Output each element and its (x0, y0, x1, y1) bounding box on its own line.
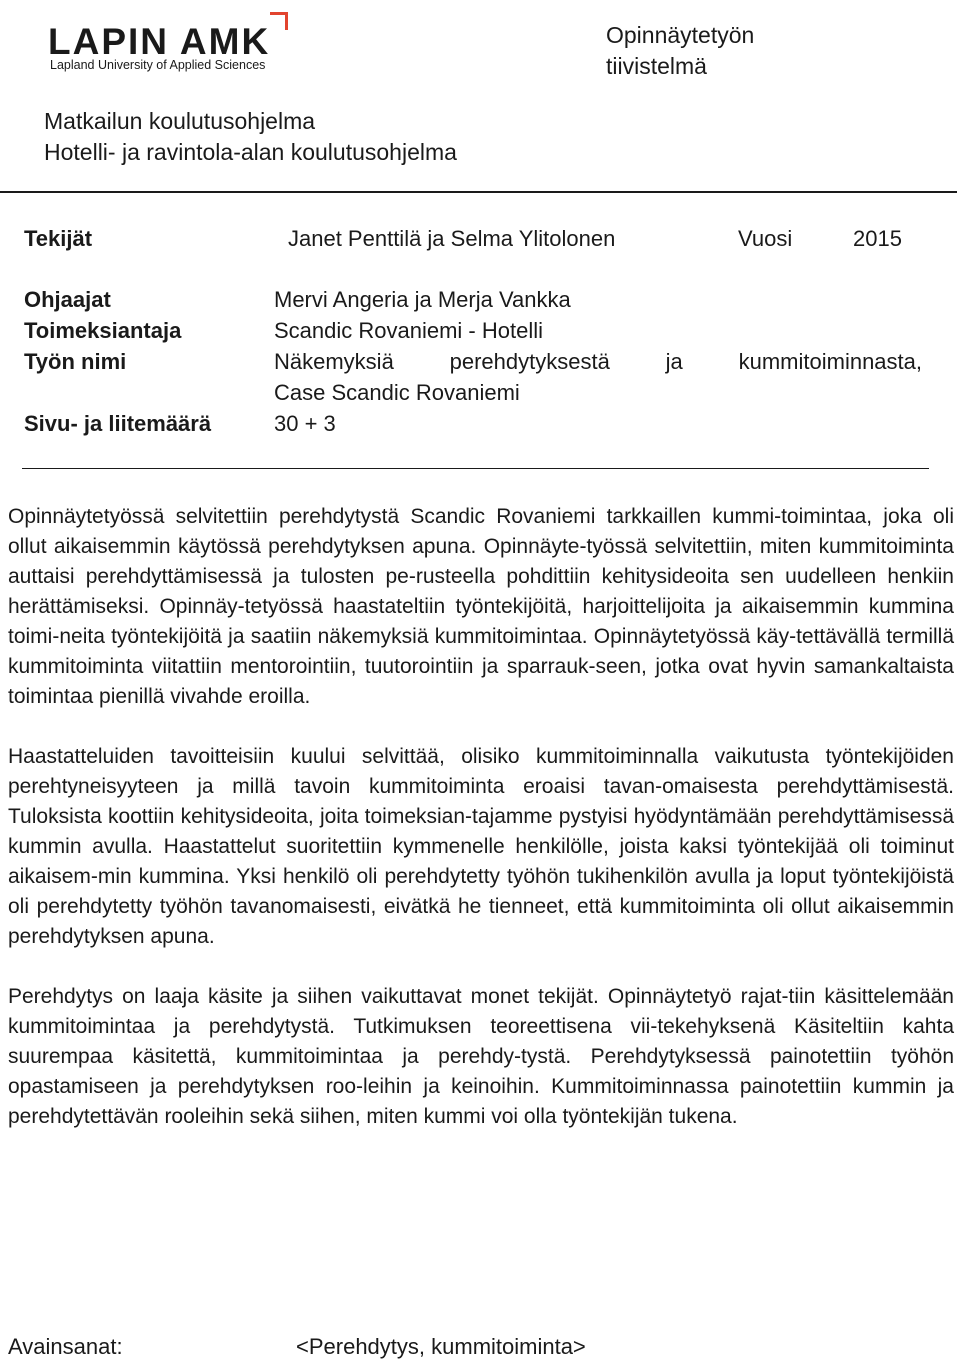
year-label: Vuosi (738, 226, 793, 251)
supervisors-label: Ohjaajat (24, 287, 111, 312)
title-value-line2: Case Scandic Rovaniemi (274, 380, 520, 405)
title-label: Työn nimi (24, 349, 127, 374)
supervisors-value: Mervi Angeria ja Merja Vankka (274, 287, 571, 312)
authors-value: Janet Penttilä ja Selma Ylitolonen (288, 226, 616, 251)
pages-value: 30 + 3 (274, 411, 336, 436)
programme-2: Hotelli- ja ravintola-alan koulutusohjelma (44, 139, 457, 165)
logo-subtitle: Lapland University of Applied Sciences (50, 58, 266, 72)
year-value: 2015 (853, 226, 902, 251)
abstract-paragraph-3: Perehdytys on laaja käsite ja siihen vaikuttavat monet tekijät. Opinnäytetyö rajat-tiin käsittelemään kummitoimintaa ja perehdytystä. Tutkimuksen teoreettisena vii-tekehyksenä Käsiteltiin kahta suurempaa käsitettä, kummitoimintaa ja perehdy-tystä. Perehdytyksessä painotettiin työhön opastamiseen ja perehdytyksen roo-leihin ja keinoihin. Kummitoiminnassa painotettiin kummin ja perehdytettävän rooleihin sekä siihen, miten kummi voi olla työntekijän tukena. (8, 985, 954, 1128)
programmes (44, 106, 457, 168)
pages-label: Sivu- ja liitemäärä (24, 411, 212, 436)
authors-label: Tekijät (24, 226, 93, 251)
abstract-paragraph-1: Opinnäytetyössä selvitettiin perehdytystä Scandic Rovaniemi tarkkaillen kummi-toimintaa, joka oli ollut aikaisemmin käytössä perehdytyksen apuna. Opinnäyte-työssä selvitettiin, miten kummitoiminta auttaisi perehdyttämisessä ja tulosten pe-rusteella pohdittiin kehitysideoita sen uudelleen henkiin herättämiseksi. Opinnäy-tetyössä haastateltiin työntekijöitä, harjoittelijoita ja aikaisemmin kummina toimi-neita työntekijöitä ja saatiin näkemyksiä kummitoimintaa. Opinnäytetyössä käy-tettävällä termillä kummitoiminta viitattiin mentorointiin, tuutorointiin ja sparrauk-seen, jotka ovat hyvin samankaltaista toimintaa pienillä vivahde eroilla. (8, 505, 954, 708)
logo-wordmark: LAPIN AMK (48, 21, 271, 62)
meta-divider (22, 468, 929, 469)
keywords-label: Avainsanat: (8, 1334, 123, 1359)
commissioner-label: Toimeksiantaja (24, 318, 182, 343)
logo-corner-mark-icon (270, 12, 288, 30)
programme-1: Matkailun koulutusohjelma (44, 108, 316, 134)
keywords-value: <Perehdytys, kummitoiminta> (296, 1334, 586, 1359)
abstract-paragraph-2: Haastatteluiden tavoitteisiin kuului selvittää, olisiko kummitoiminnalla vaikutusta työntekijöiden perehtyneisyyteen ja millä tavoin kummitoiminta eroaisi tavan-omaisesta perehdyttämisestä. Tuloksista koottiin kehitysideoita, joita toimeksian-tajamme pystyisi hyödyntämään perehdyttämisessä kummin avulla. Haastattelut suoritettiin kymmenelle henkilölle, joista kaksi työntekijää oli toiminut aikaisem-min kummina. Yksi henkilö oli perehdytetty työhön tukihenkilön avulla ja loput työntekijöistä oli perehdytetty työhön tavanomaisesti, eivätkä he tienneet, että kummitoiminta oli ollut aikaisemmin perehdytyksen apuna. (8, 745, 954, 948)
document-type-line2: tiivistelmä (606, 53, 707, 79)
commissioner-value: Scandic Rovaniemi - Hotelli (274, 318, 543, 343)
abstract (8, 502, 954, 1162)
title-value-line1: Näkemyksiä perehdytyksestä ja kummitoiminnasta, (274, 349, 922, 374)
document-type (606, 20, 754, 82)
title-value (274, 346, 922, 408)
document-type-line1: Opinnäytetyön (606, 22, 755, 48)
header-divider (0, 191, 957, 193)
